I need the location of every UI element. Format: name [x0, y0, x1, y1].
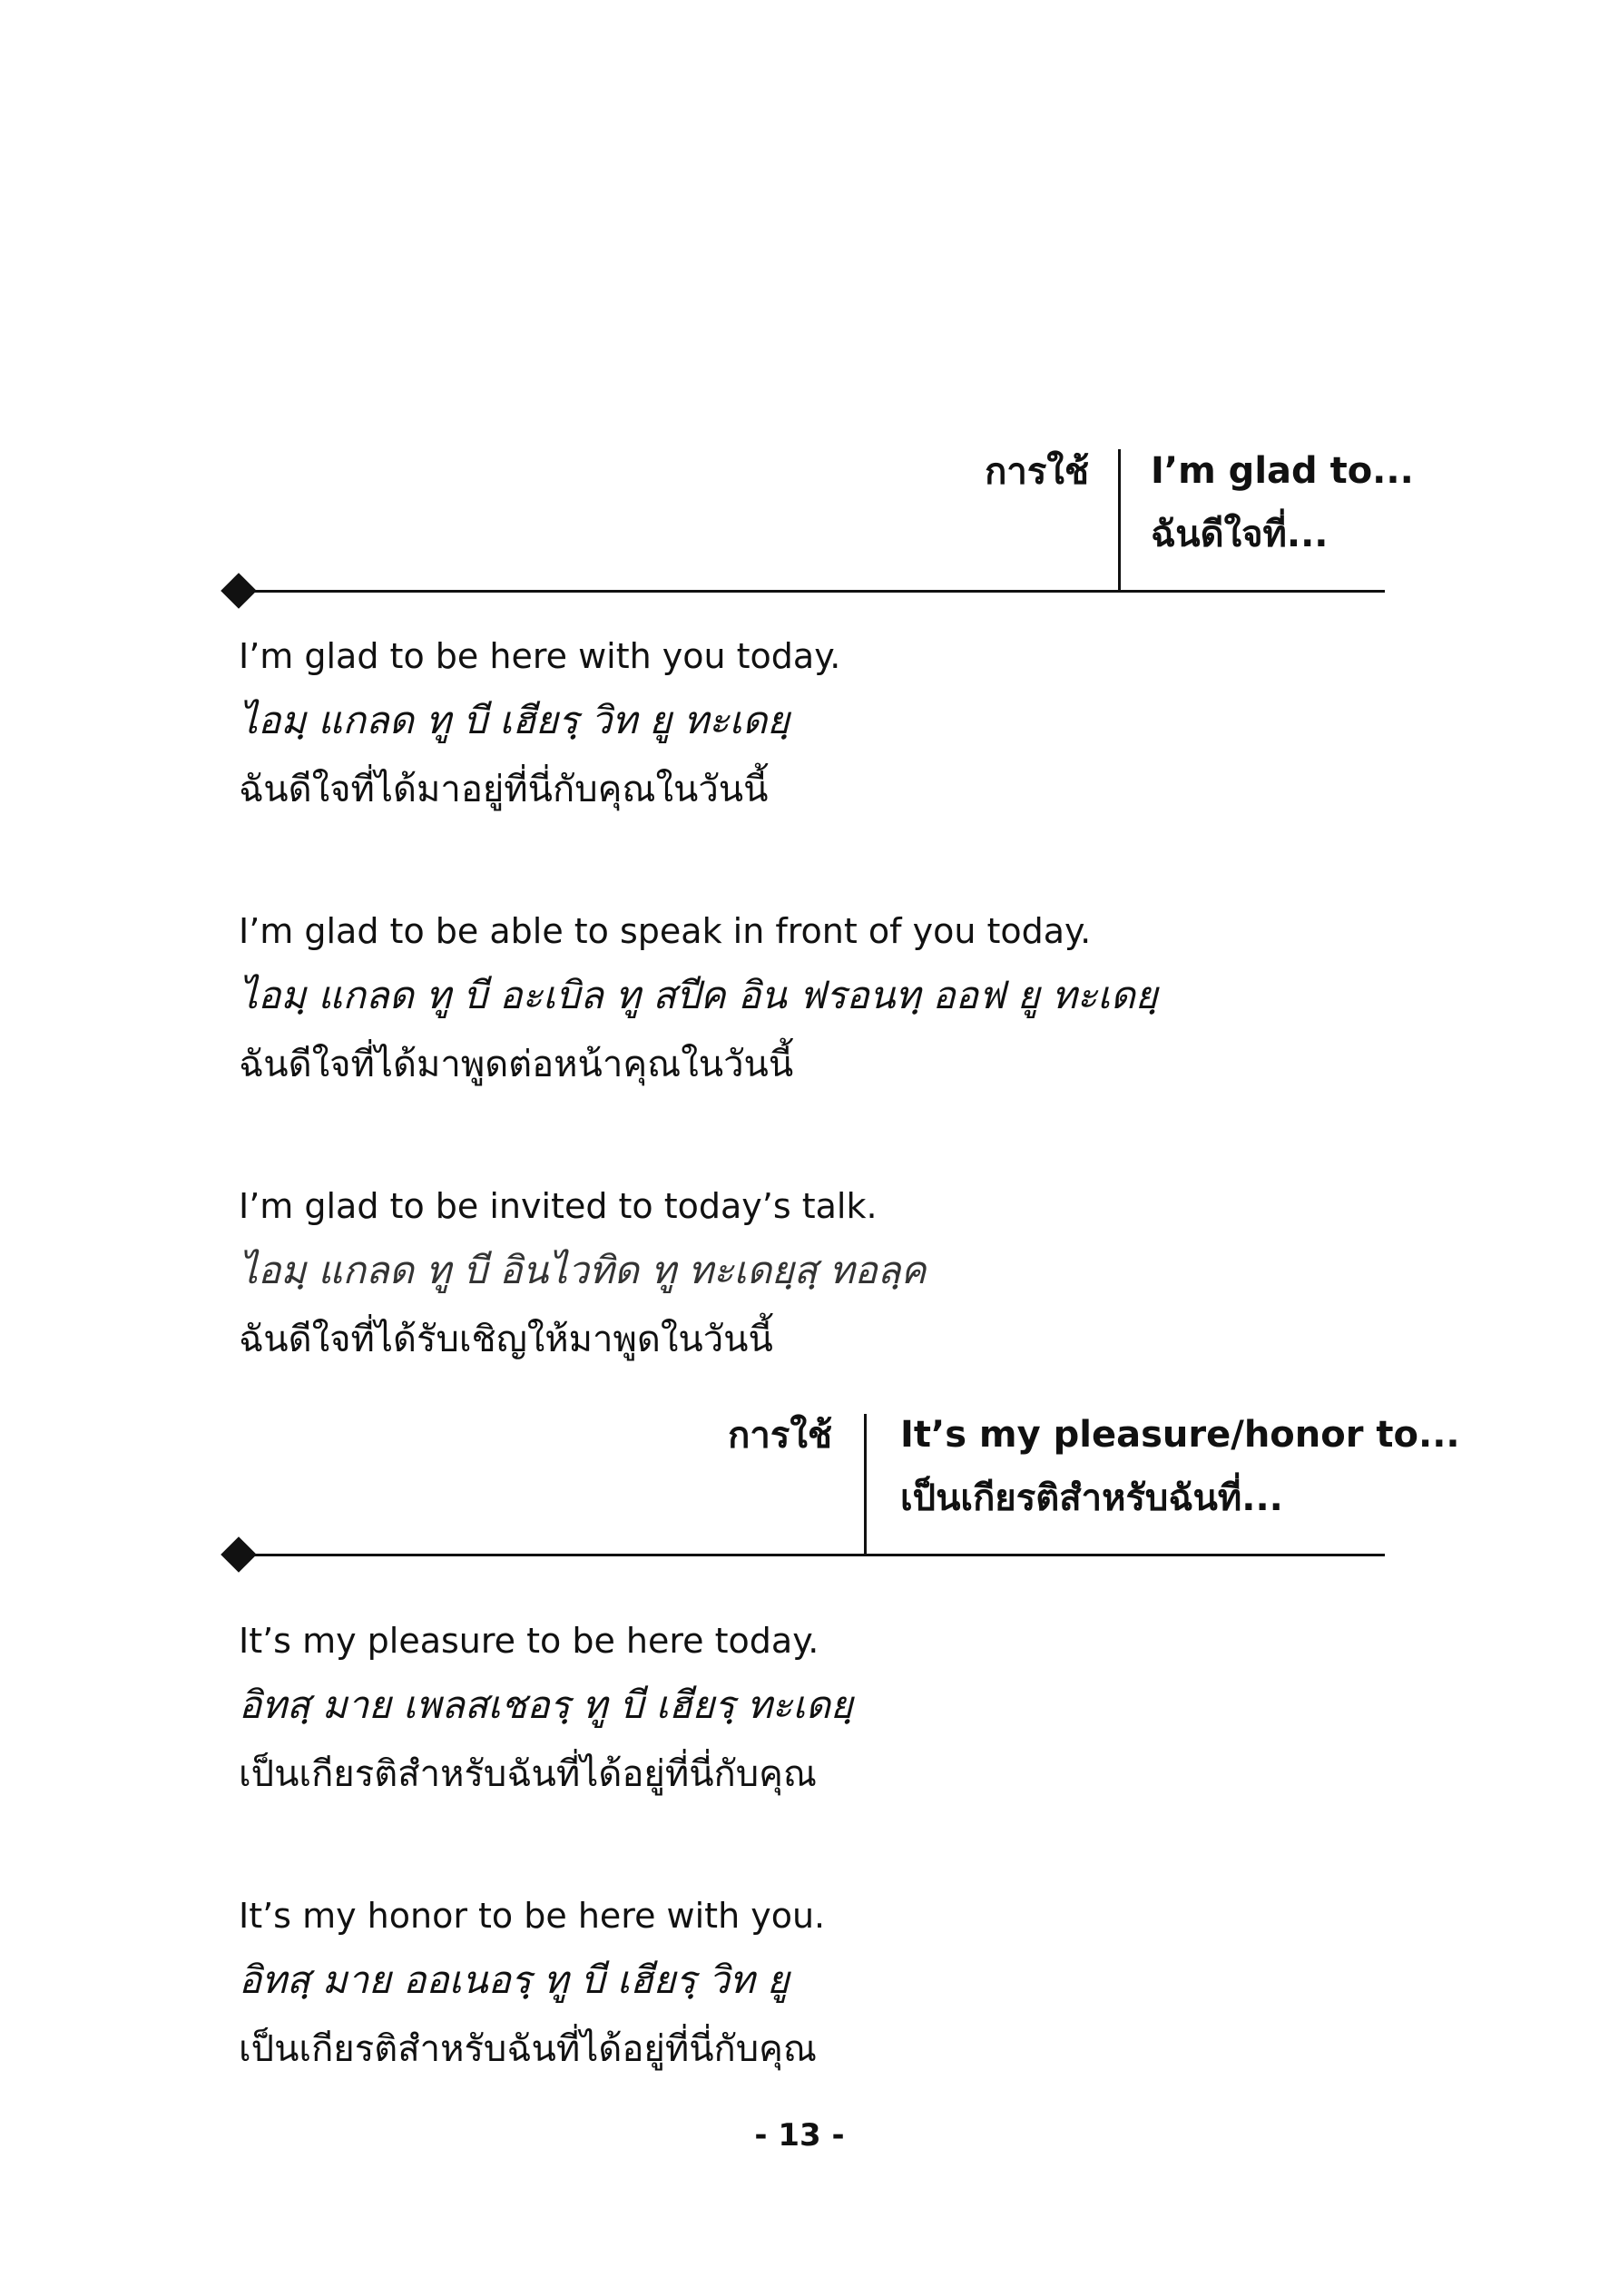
example-phonetic: ไอมฺ แกลด ทู บี อินไวทิด ทู ทะเดยฺสฺ ทอลฺค — [239, 1248, 927, 1292]
usage-pattern — [900, 1403, 1460, 1530]
example-thai: ฉันดีใจที่ได้มาอยู่ที่นี่กับคุณในวันนี้ — [239, 769, 769, 810]
example-entry — [239, 1886, 1418, 2084]
example-thai: ฉันดีใจที่ได้รับเชิญให้มาพูดในวันนี้ — [239, 1319, 773, 1360]
example-english: It’s my honor to be here with you. — [239, 1896, 826, 1936]
page-number: - 13 - — [754, 2117, 845, 2154]
usage-label: การใช้ — [728, 1415, 832, 1457]
pattern-english: It’s my pleasure/honor to... — [900, 1414, 1460, 1456]
example-english: I’m glad to be here with you today. — [239, 636, 841, 676]
example-entry — [239, 901, 1418, 1099]
example-entry — [239, 1176, 1418, 1374]
section-rule — [238, 1554, 1385, 1556]
example-phonetic: ไอมฺ แกลด ทู บี อะเบิล ทู สปีค อิน ฟรอนทฺ ออฟ ยู ทะเดยฺ — [239, 973, 1158, 1017]
example-thai: เป็นเกียรติสำหรับฉันที่ได้อยู่ที่นี่กับคุณ — [239, 2028, 818, 2070]
pattern-thai: เป็นเกียรติสำหรับฉันที่... — [900, 1477, 1283, 1519]
example-entry — [239, 1611, 1418, 1809]
header-divider — [864, 1414, 867, 1556]
pattern-english: I’m glad to... — [1151, 450, 1414, 492]
example-english: It’s my pleasure to be here today. — [239, 1621, 819, 1661]
example-english: I’m glad to be invited to today’s talk. — [239, 1186, 878, 1226]
example-phonetic: อิทสฺ มาย ออเนอรฺ ทู บี เฮียรฺ วิท ยู — [239, 1957, 790, 2002]
example-phonetic: ไอมฺ แกลด ทู บี เฮียรฺ วิท ยู ทะเดยฺ — [239, 698, 790, 742]
header-divider — [1118, 449, 1121, 592]
example-thai: ฉันดีใจที่ได้มาพูดต่อหน้าคุณในวันนี้ — [239, 1044, 794, 1085]
example-english: I’m glad to be able to speak in front of you today. — [239, 911, 1092, 951]
usage-label: การใช้ — [985, 451, 1089, 493]
example-entry — [239, 626, 1418, 824]
usage-pattern — [1151, 439, 1414, 566]
example-thai: เป็นเกียรติสำหรับฉันที่ได้อยู่ที่นี่กับคุณ — [239, 1753, 818, 1795]
pattern-thai: ฉันดีใจที่... — [1151, 514, 1329, 555]
example-phonetic: อิทสฺ มาย เพลสเชอรฺ ทู บี เฮียรฺ ทะเดยฺ — [239, 1683, 853, 1727]
section-rule — [238, 590, 1385, 593]
